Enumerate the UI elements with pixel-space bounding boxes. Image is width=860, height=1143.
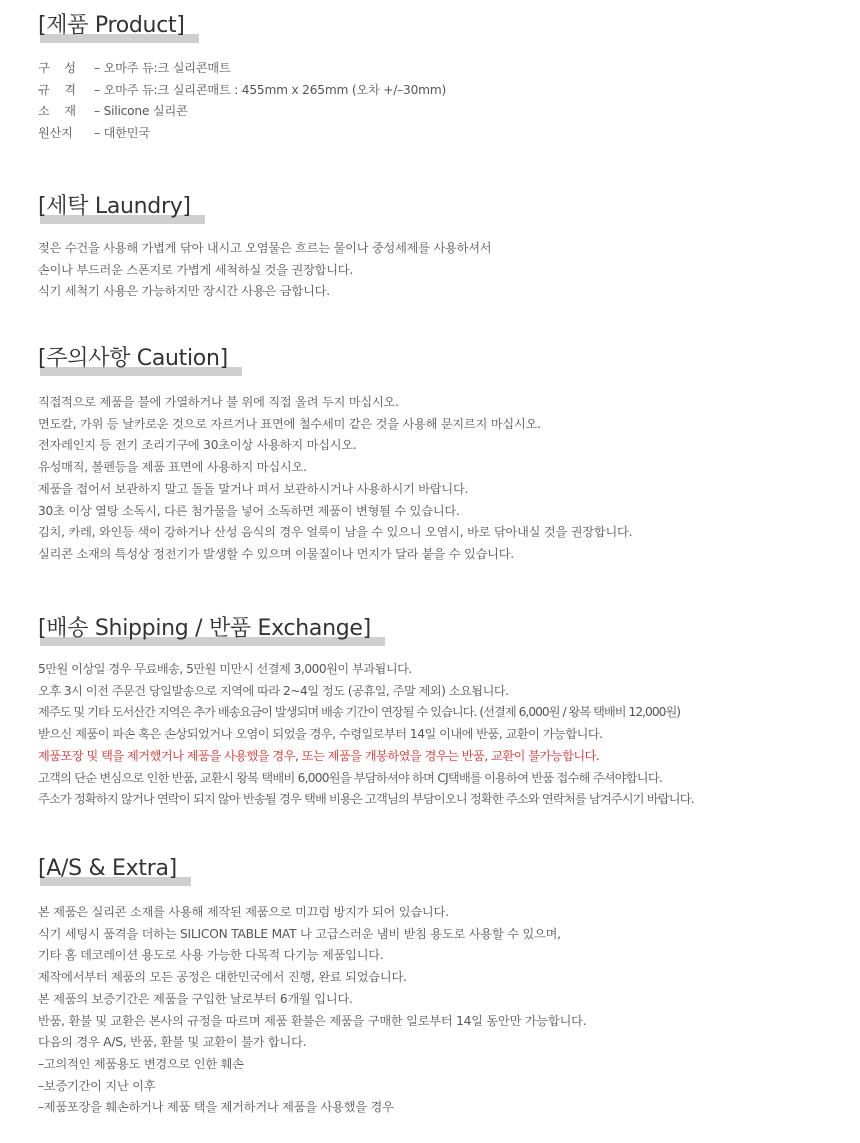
product-section	[0, 12, 860, 40]
extra-line: 본 제품의 보증기간은 제품을 구입한 날로부터 6개월 입니다.	[38, 991, 353, 1006]
shipping-warning-line: 제품포장 및 택을 제거했거나 제품을 사용했을 경우, 또는 제품을 개봉하였을 경우는 반품, 교환이 불가능합니다.	[38, 748, 600, 763]
extra-line: 식기 세팅시 품격을 더하는 SILICON TABLE MAT 나 고급스러운 냄비 받침 용도로 사용할 수 있으며,	[38, 926, 561, 941]
spec-value: – 오마주 듀:크 실리콘매트 : 455mm x 265mm (오차 +/–30mm)	[94, 82, 447, 97]
caution-text	[38, 392, 632, 566]
extra-line: 반품, 환불 및 교환은 본사의 규정을 따르며 제품 환불은 제품을 구매한 일로부터 14일 동안만 가능합니다.	[38, 1013, 587, 1028]
shipping-text	[38, 659, 694, 811]
laundry-section	[0, 193, 860, 221]
caution-line: 전자레인지 등 전기 조리기구에 30초이상 사용하지 마십시오.	[38, 438, 357, 453]
caution-line: 실리콘 소재의 특성상 정전기가 발생할 수 있으며 이물질이나 먼지가 달라 붙을 수 있습니다.	[38, 546, 514, 561]
extra-line: 본 제품은 실리콘 소재를 사용해 제작된 제품으로 미끄럼 방지가 되어 있습니다.	[38, 905, 449, 919]
laundry-line: 식기 세척기 사용은 가능하지만 장시간 사용은 금합니다.	[38, 284, 330, 299]
extra-line: –보증기간이 지난 이후	[38, 1078, 156, 1093]
spec-row	[38, 101, 446, 123]
extra-line: –제품포장을 훼손하거나 제품 택을 제거하거나 제품을 사용했을 경우	[38, 1100, 394, 1115]
spec-value: – 대한민국	[94, 126, 150, 141]
spec-key: 규 격	[38, 82, 76, 97]
shipping-heading: [배송 Shipping / 반품 Exchange]	[38, 615, 371, 643]
extra-line: 제작에서부터 제품의 모든 공정은 대한민국에서 진행, 완료 되었습니다.	[38, 970, 407, 985]
caution-line: 면도칼, 가위 등 날카로운 것으로 자르거나 표면에 철수세미 같은 것을 사용해 문지르지 마십시오.	[38, 416, 541, 431]
laundry-line: 손이나 부드러운 스폰지로 가볍게 세척하실 것을 권장합니다.	[38, 262, 354, 277]
laundry-text	[38, 238, 491, 303]
extra-section	[0, 855, 860, 883]
caution-line: 직접적으로 제품을 불에 가열하거나 불 위에 직접 올려 두지 마십시오.	[38, 395, 399, 409]
caution-line: 유성매직, 볼펜등을 제품 표면에 사용하지 마십시오.	[38, 460, 307, 475]
shipping-line: 고객의 단순 변심으로 인한 반품, 교환시 왕복 택배비 6,000원을 부담하셔야 하며 CJ택배를 이용하여 반품 접수해 주셔야합니다.	[38, 770, 662, 785]
spec-row	[38, 123, 446, 145]
laundry-heading: [세탁 Laundry]	[38, 193, 191, 221]
shipping-line: 오후 3시 이전 주문건 당일발송으로 지역에 따라 2~4일 정도 (공휴일, 주말 제외) 소요됩니다.	[38, 683, 509, 698]
caution-line: 제품을 접어서 보관하지 말고 돌돌 말거나 펴서 보관하시거나 사용하시기 바랍니다.	[38, 481, 469, 496]
extra-text	[38, 902, 586, 1119]
caution-line: 30초 이상 열탕 소독시, 다른 첨가물을 넣어 소독하면 제품이 변형될 수 있습니다.	[38, 503, 460, 518]
spec-row	[38, 80, 446, 102]
spec-key: 구 성	[38, 61, 76, 75]
spec-value: – 오마주 듀:크 실리콘매트	[94, 61, 231, 75]
extra-line: 다음의 경우 A/S, 반품, 환불 및 교환이 불가 합니다.	[38, 1035, 307, 1050]
shipping-line: 받으신 제품이 파손 혹은 손상되었거나 오염이 되었을 경우, 수령일로부터 14일 이내에 반품, 교환이 가능합니다.	[38, 727, 603, 742]
caution-heading: [주의사항 Caution]	[38, 345, 228, 373]
laundry-line: 젖은 수건을 사용해 가볍게 닦아 내시고 오염물은 흐르는 물이나 중성세제를 사용하셔서	[38, 241, 492, 255]
extra-line: 기타 홈 데코레이션 용도로 사용 가능한 다목적 다기능 제품입니다.	[38, 948, 384, 963]
spec-key: 원산지	[38, 126, 73, 141]
caution-line: 김치, 카레, 와인등 색이 강하거나 산성 음식의 경우 얼룩이 남을 수 있으니 오염시, 바로 닦아내실 것을 권장합니다.	[38, 525, 633, 540]
shipping-line: 주소가 정확하지 않거나 연락이 되지 않아 반송될 경우 택배 비용은 고객님의 부담이오니 정확한 주소와 연락처를 남겨주시기 바랍니다.	[38, 792, 694, 807]
extra-line: –고의적인 제품용도 변경으로 인한 훼손	[38, 1056, 244, 1071]
spec-value: – Silicone 실리콘	[94, 104, 188, 119]
product-heading: [제품 Product]	[38, 12, 185, 40]
caution-section	[0, 345, 860, 373]
product-spec-list	[38, 58, 446, 145]
shipping-section	[0, 615, 860, 643]
spec-key: 소 재	[38, 104, 76, 119]
shipping-line: 5만원 이상일 경우 무료배송, 5만원 미만시 선결제 3,000원이 부과됩니다.	[38, 662, 412, 676]
spec-row	[38, 58, 446, 80]
shipping-line: 제주도 및 기타 도서산간 지역은 추가 배송요금이 발생되며 배송 기간이 연장될 수 있습니다. (선결제 6,000원 / 왕복 택배비 12,000원)	[38, 705, 681, 720]
extra-heading: [A/S & Extra]	[38, 855, 177, 883]
